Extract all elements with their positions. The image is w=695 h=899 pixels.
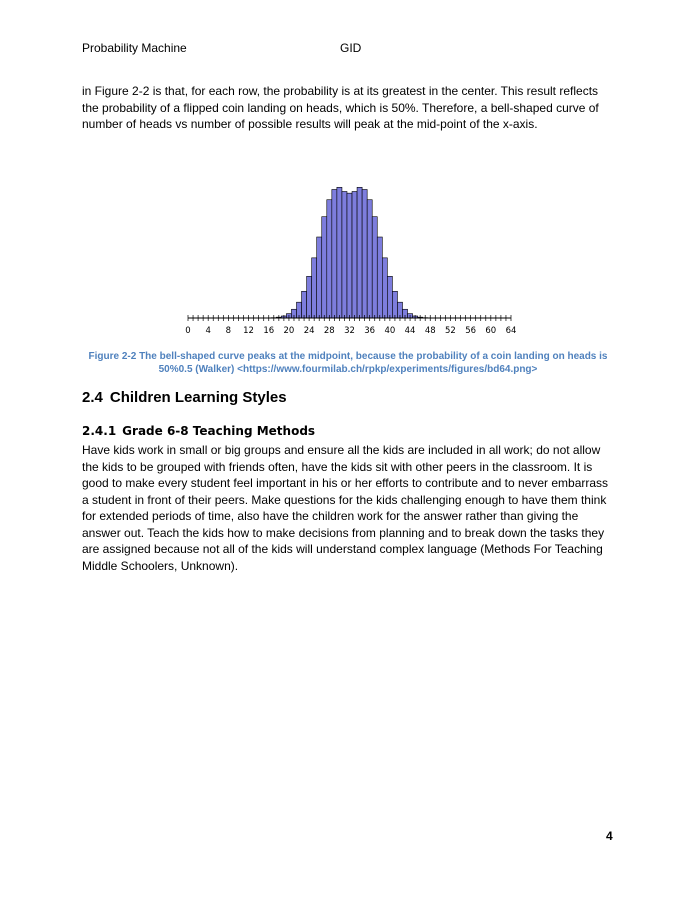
x-tick-label: 56 <box>465 326 477 336</box>
x-tick-label: 32 <box>344 326 355 336</box>
bar-38 <box>377 237 382 318</box>
x-tick-label: 24 <box>303 326 315 336</box>
header-title: Probability Machine <box>82 41 187 55</box>
bar-29 <box>332 189 337 318</box>
x-tick-label: 40 <box>384 326 396 336</box>
bar-32 <box>347 193 352 318</box>
x-tick-label: 44 <box>404 326 416 336</box>
x-tick-label: 64 <box>505 326 517 336</box>
x-tick-label: 28 <box>323 326 335 336</box>
x-tick-label: 4 <box>205 326 211 336</box>
bar-26 <box>317 237 322 318</box>
header-group: GID <box>340 41 362 55</box>
x-tick-label: 48 <box>424 326 436 336</box>
body-paragraph: Have kids work in small or big groups and ensure all the kids are included in all work; do not allow the kids to be grouped with friends often, have the kids sit with other peers in the classroom. It is good to make every student feel important in his or her efforts to contribute and to never embarrass a student in front of their peers. Make questions for the kids challenging enough to have them think for extended periods of time, also have the children work for the answer rather than giving the answer out. Teach the kids how to make decisions from planning and to break down the tasks they are assigned because not all of the kids will understand complex language (Methods For Teaching Middle Schoolers, Unknown). <box>82 443 609 573</box>
x-tick-label: 8 <box>225 326 232 336</box>
x-tick-label: 0 <box>185 326 191 336</box>
bar-27 <box>322 217 327 318</box>
bar-37 <box>372 217 377 318</box>
x-tick-label: 16 <box>263 326 275 336</box>
bar-35 <box>362 189 367 318</box>
bar-31 <box>342 191 347 318</box>
subsection-number: 2.4.1 <box>82 424 117 438</box>
x-tick-label: 20 <box>283 326 295 336</box>
intro-paragraph: in Figure 2-2 is that, for each row, the probability is at its greatest in the center. This result reflects the probability of a flipped coin landing on heads, which is 50%. Therefore, a bell-shaped curve of number of heads vs number of possible results will peak at the mid-point of the x-axis. <box>82 84 599 131</box>
section-heading <box>82 389 287 406</box>
x-tick-label: 12 <box>243 326 254 336</box>
bar-28 <box>327 200 332 318</box>
section-number: 2.4 <box>82 389 103 406</box>
page-number: 4 <box>606 829 613 843</box>
x-tick-labels <box>185 326 516 336</box>
bar-34 <box>357 187 362 318</box>
subsection-heading <box>82 424 315 438</box>
x-tick-label: 36 <box>364 326 376 336</box>
x-tick-label: 60 <box>485 326 497 336</box>
bar-24 <box>307 276 312 318</box>
bar-41 <box>392 291 397 318</box>
bar-39 <box>382 258 387 318</box>
bar-23 <box>302 291 307 318</box>
bell-curve-chart <box>180 146 520 340</box>
bar-33 <box>352 191 357 318</box>
bar-30 <box>337 187 342 318</box>
subsection-title: Grade 6-8 Teaching Methods <box>122 424 316 438</box>
figure-caption: Figure 2-2 The bell-shaped curve peaks at the midpoint, because the probability of a coin landing on heads is 50%0.5 (Walker) <https://www.fourmilab.ch/rpkp/experiments/figures/bd64.png> <box>88 351 608 375</box>
bar-36 <box>367 200 372 318</box>
bar-40 <box>387 276 392 318</box>
x-tick-label: 52 <box>445 326 456 336</box>
bar-25 <box>312 258 317 318</box>
bars-group <box>271 187 427 318</box>
section-title: Children Learning Styles <box>109 389 287 406</box>
